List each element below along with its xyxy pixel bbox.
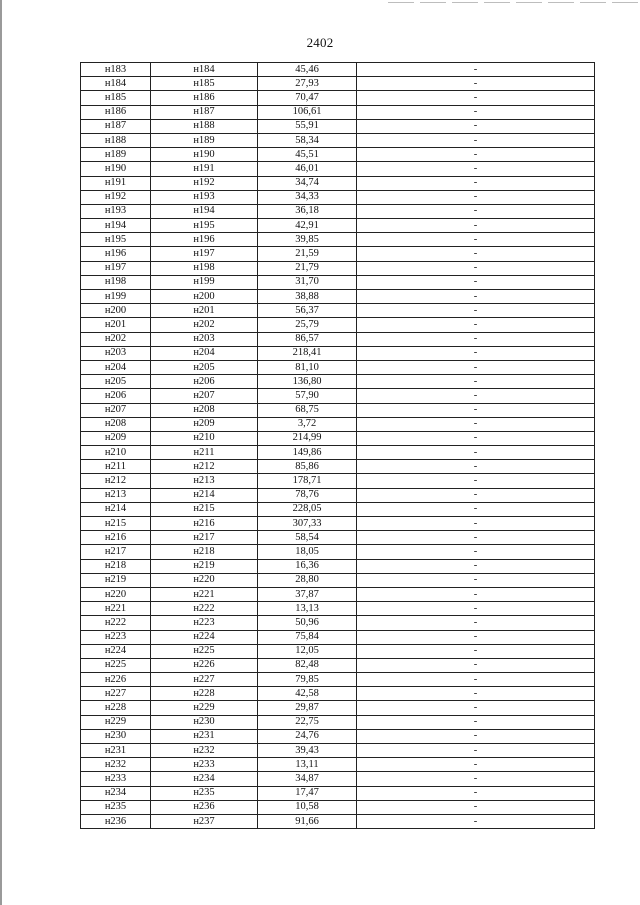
distance-cell: 78,76 (258, 488, 357, 502)
note-cell: - (357, 587, 595, 601)
distance-cell: 50,96 (258, 616, 357, 630)
note-cell: - (357, 360, 595, 374)
distance-cell: 36,18 (258, 204, 357, 218)
point-to-cell: н220 (151, 573, 258, 587)
note-cell: - (357, 403, 595, 417)
point-to-cell: н217 (151, 531, 258, 545)
table-row (81, 602, 595, 616)
table-row (81, 261, 595, 275)
note-cell: - (357, 531, 595, 545)
distance-cell: 13,13 (258, 602, 357, 616)
point-from-cell: н233 (81, 772, 151, 786)
point-from-cell: н190 (81, 162, 151, 176)
distance-cell: 82,48 (258, 658, 357, 672)
distance-cell: 214,99 (258, 431, 357, 445)
note-cell: - (357, 800, 595, 814)
table-row (81, 105, 595, 119)
table-row (81, 204, 595, 218)
point-to-cell: н208 (151, 403, 258, 417)
point-to-cell: н234 (151, 772, 258, 786)
point-from-cell: н216 (81, 531, 151, 545)
table-body (81, 63, 595, 829)
distance-cell: 218,41 (258, 346, 357, 360)
distance-cell: 25,79 (258, 318, 357, 332)
point-from-cell: н229 (81, 715, 151, 729)
distance-cell: 149,86 (258, 446, 357, 460)
note-cell: - (357, 105, 595, 119)
point-to-cell: н206 (151, 375, 258, 389)
distance-cell: 106,61 (258, 105, 357, 119)
table-row (81, 233, 595, 247)
point-to-cell: н235 (151, 786, 258, 800)
distance-cell: 42,58 (258, 687, 357, 701)
note-cell: - (357, 304, 595, 318)
note-cell: - (357, 488, 595, 502)
table-row (81, 517, 595, 531)
point-from-cell: н224 (81, 644, 151, 658)
point-to-cell: н188 (151, 119, 258, 133)
note-cell: - (357, 715, 595, 729)
note-cell: - (357, 204, 595, 218)
point-to-cell: н203 (151, 332, 258, 346)
distance-cell: 38,88 (258, 290, 357, 304)
point-to-cell: н197 (151, 247, 258, 261)
distance-cell: 21,79 (258, 261, 357, 275)
table-row (81, 91, 595, 105)
point-from-cell: н184 (81, 77, 151, 91)
table-row (81, 119, 595, 133)
distance-cell: 86,57 (258, 332, 357, 346)
point-from-cell: н213 (81, 488, 151, 502)
note-cell: - (357, 687, 595, 701)
note-cell: - (357, 772, 595, 786)
point-to-cell: н215 (151, 502, 258, 516)
distance-cell: 46,01 (258, 162, 357, 176)
point-to-cell: н237 (151, 814, 258, 828)
distance-cell: 68,75 (258, 403, 357, 417)
note-cell: - (357, 162, 595, 176)
table-row (81, 545, 595, 559)
point-from-cell: н203 (81, 346, 151, 360)
point-from-cell: н231 (81, 744, 151, 758)
note-cell: - (357, 290, 595, 304)
point-to-cell: н202 (151, 318, 258, 332)
table-row (81, 431, 595, 445)
point-from-cell: н217 (81, 545, 151, 559)
point-to-cell: н205 (151, 360, 258, 374)
point-to-cell: н200 (151, 290, 258, 304)
distance-cell: 56,37 (258, 304, 357, 318)
table-row (81, 729, 595, 743)
note-cell: - (357, 786, 595, 800)
point-to-cell: н207 (151, 389, 258, 403)
table-row (81, 417, 595, 431)
note-cell: - (357, 673, 595, 687)
table-row (81, 758, 595, 772)
table-row (81, 446, 595, 460)
distance-cell: 42,91 (258, 219, 357, 233)
point-from-cell: н223 (81, 630, 151, 644)
point-to-cell: н209 (151, 417, 258, 431)
point-to-cell: н184 (151, 63, 258, 77)
note-cell: - (357, 630, 595, 644)
point-from-cell: н202 (81, 332, 151, 346)
distance-cell: 45,46 (258, 63, 357, 77)
note-cell: - (357, 332, 595, 346)
table-row (81, 786, 595, 800)
point-from-cell: н208 (81, 417, 151, 431)
distance-cell: 81,10 (258, 360, 357, 374)
distance-cell: 39,85 (258, 233, 357, 247)
distance-cell: 75,84 (258, 630, 357, 644)
distance-cell: 79,85 (258, 673, 357, 687)
point-from-cell: н220 (81, 587, 151, 601)
distance-cell: 58,54 (258, 531, 357, 545)
point-from-cell: н210 (81, 446, 151, 460)
table-row (81, 502, 595, 516)
note-cell: - (357, 460, 595, 474)
point-from-cell: н212 (81, 474, 151, 488)
point-from-cell: н189 (81, 148, 151, 162)
table-row (81, 630, 595, 644)
point-from-cell: н215 (81, 517, 151, 531)
distance-cell: 136,80 (258, 375, 357, 389)
point-to-cell: н211 (151, 446, 258, 460)
note-cell: - (357, 431, 595, 445)
point-from-cell: н204 (81, 360, 151, 374)
point-to-cell: н198 (151, 261, 258, 275)
distance-cell: 45,51 (258, 148, 357, 162)
point-from-cell: н209 (81, 431, 151, 445)
table-row (81, 162, 595, 176)
note-cell: - (357, 701, 595, 715)
distance-cell: 57,90 (258, 389, 357, 403)
point-to-cell: н194 (151, 204, 258, 218)
point-to-cell: н216 (151, 517, 258, 531)
note-cell: - (357, 545, 595, 559)
note-cell: - (357, 417, 595, 431)
distance-cell: 29,87 (258, 701, 357, 715)
table-row (81, 800, 595, 814)
note-cell: - (357, 729, 595, 743)
point-to-cell: н231 (151, 729, 258, 743)
distance-cell: 55,91 (258, 119, 357, 133)
point-from-cell: н221 (81, 602, 151, 616)
distance-cell: 58,34 (258, 133, 357, 147)
note-cell: - (357, 375, 595, 389)
distance-cell: 21,59 (258, 247, 357, 261)
table-row (81, 77, 595, 91)
table-row (81, 360, 595, 374)
note-cell: - (357, 559, 595, 573)
point-from-cell: н227 (81, 687, 151, 701)
point-from-cell: н196 (81, 247, 151, 261)
table-row (81, 814, 595, 828)
note-cell: - (357, 119, 595, 133)
note-cell: - (357, 261, 595, 275)
note-cell: - (357, 744, 595, 758)
point-to-cell: н224 (151, 630, 258, 644)
table-row (81, 375, 595, 389)
point-to-cell: н229 (151, 701, 258, 715)
point-to-cell: н226 (151, 658, 258, 672)
note-cell: - (357, 148, 595, 162)
point-from-cell: н219 (81, 573, 151, 587)
point-to-cell: н199 (151, 275, 258, 289)
point-to-cell: н192 (151, 176, 258, 190)
point-from-cell: н193 (81, 204, 151, 218)
distance-cell: 3,72 (258, 417, 357, 431)
note-cell: - (357, 318, 595, 332)
table-row (81, 474, 595, 488)
point-to-cell: н185 (151, 77, 258, 91)
point-from-cell: н226 (81, 673, 151, 687)
distance-cell: 91,66 (258, 814, 357, 828)
point-from-cell: н192 (81, 190, 151, 204)
table-row (81, 176, 595, 190)
point-from-cell: н234 (81, 786, 151, 800)
point-from-cell: н200 (81, 304, 151, 318)
table-row (81, 148, 595, 162)
point-to-cell: н193 (151, 190, 258, 204)
note-cell: - (357, 517, 595, 531)
point-from-cell: н198 (81, 275, 151, 289)
distance-cell: 17,47 (258, 786, 357, 800)
table-row (81, 531, 595, 545)
scan-edge-left (0, 0, 2, 905)
point-from-cell: н206 (81, 389, 151, 403)
point-from-cell: н218 (81, 559, 151, 573)
note-cell: - (357, 389, 595, 403)
point-from-cell: н236 (81, 814, 151, 828)
note-cell: - (357, 190, 595, 204)
table-row (81, 403, 595, 417)
point-to-cell: н218 (151, 545, 258, 559)
point-from-cell: н222 (81, 616, 151, 630)
point-from-cell: н230 (81, 729, 151, 743)
table-row (81, 687, 595, 701)
point-to-cell: н212 (151, 460, 258, 474)
table-row (81, 290, 595, 304)
point-to-cell: н213 (151, 474, 258, 488)
point-to-cell: н191 (151, 162, 258, 176)
point-to-cell: н233 (151, 758, 258, 772)
table-row (81, 304, 595, 318)
point-from-cell: н186 (81, 105, 151, 119)
table-row (81, 673, 595, 687)
note-cell: - (357, 602, 595, 616)
table-row (81, 587, 595, 601)
distance-cell: 18,05 (258, 545, 357, 559)
point-from-cell: н183 (81, 63, 151, 77)
point-from-cell: н201 (81, 318, 151, 332)
table-row (81, 63, 595, 77)
table-row (81, 616, 595, 630)
point-to-cell: н187 (151, 105, 258, 119)
point-from-cell: н194 (81, 219, 151, 233)
point-to-cell: н186 (151, 91, 258, 105)
distance-cell: 13,11 (258, 758, 357, 772)
distance-cell: 28,80 (258, 573, 357, 587)
table-row (81, 573, 595, 587)
distance-cell: 37,87 (258, 587, 357, 601)
distance-cell: 39,43 (258, 744, 357, 758)
note-cell: - (357, 133, 595, 147)
distance-cell: 12,05 (258, 644, 357, 658)
point-from-cell: н211 (81, 460, 151, 474)
point-to-cell: н219 (151, 559, 258, 573)
point-to-cell: н223 (151, 616, 258, 630)
point-from-cell: н228 (81, 701, 151, 715)
point-to-cell: н195 (151, 219, 258, 233)
point-to-cell: н210 (151, 431, 258, 445)
distance-cell: 85,86 (258, 460, 357, 474)
table-row (81, 219, 595, 233)
distance-cell: 22,75 (258, 715, 357, 729)
note-cell: - (357, 219, 595, 233)
note-cell: - (357, 573, 595, 587)
note-cell: - (357, 247, 595, 261)
boundary-points-table (80, 62, 595, 829)
point-from-cell: н187 (81, 119, 151, 133)
point-to-cell: н196 (151, 233, 258, 247)
table-row (81, 389, 595, 403)
distance-cell: 34,74 (258, 176, 357, 190)
note-cell: - (357, 275, 595, 289)
point-to-cell: н225 (151, 644, 258, 658)
distance-cell: 228,05 (258, 502, 357, 516)
note-cell: - (357, 658, 595, 672)
table-row (81, 559, 595, 573)
scan-edge-top (388, 2, 638, 3)
point-from-cell: н197 (81, 261, 151, 275)
table-row (81, 247, 595, 261)
point-from-cell: н207 (81, 403, 151, 417)
note-cell: - (357, 63, 595, 77)
note-cell: - (357, 758, 595, 772)
point-to-cell: н230 (151, 715, 258, 729)
point-from-cell: н205 (81, 375, 151, 389)
table-row (81, 318, 595, 332)
point-from-cell: н199 (81, 290, 151, 304)
note-cell: - (357, 233, 595, 247)
table-row (81, 346, 595, 360)
distance-cell: 16,36 (258, 559, 357, 573)
distance-cell: 34,33 (258, 190, 357, 204)
distance-cell: 307,33 (258, 517, 357, 531)
table-row (81, 332, 595, 346)
table-row (81, 715, 595, 729)
point-to-cell: н201 (151, 304, 258, 318)
table-row (81, 744, 595, 758)
table-row (81, 772, 595, 786)
distance-cell: 27,93 (258, 77, 357, 91)
distance-cell: 24,76 (258, 729, 357, 743)
point-to-cell: н204 (151, 346, 258, 360)
point-to-cell: н221 (151, 587, 258, 601)
note-cell: - (357, 91, 595, 105)
note-cell: - (357, 644, 595, 658)
point-to-cell: н214 (151, 488, 258, 502)
point-to-cell: н228 (151, 687, 258, 701)
table-row (81, 275, 595, 289)
table-row (81, 133, 595, 147)
table-row (81, 190, 595, 204)
distance-cell: 10,58 (258, 800, 357, 814)
distance-cell: 31,70 (258, 275, 357, 289)
note-cell: - (357, 474, 595, 488)
note-cell: - (357, 616, 595, 630)
note-cell: - (357, 446, 595, 460)
point-from-cell: н185 (81, 91, 151, 105)
table-row (81, 644, 595, 658)
point-to-cell: н232 (151, 744, 258, 758)
table-row (81, 460, 595, 474)
point-to-cell: н227 (151, 673, 258, 687)
point-from-cell: н235 (81, 800, 151, 814)
note-cell: - (357, 346, 595, 360)
point-from-cell: н195 (81, 233, 151, 247)
note-cell: - (357, 176, 595, 190)
point-from-cell: н191 (81, 176, 151, 190)
distance-cell: 178,71 (258, 474, 357, 488)
note-cell: - (357, 502, 595, 516)
point-from-cell: н225 (81, 658, 151, 672)
note-cell: - (357, 77, 595, 91)
point-from-cell: н188 (81, 133, 151, 147)
table-row (81, 488, 595, 502)
point-from-cell: н232 (81, 758, 151, 772)
point-from-cell: н214 (81, 502, 151, 516)
point-to-cell: н190 (151, 148, 258, 162)
table-row (81, 658, 595, 672)
distance-cell: 70,47 (258, 91, 357, 105)
distance-cell: 34,87 (258, 772, 357, 786)
page-number: 2402 (306, 35, 334, 50)
point-to-cell: н222 (151, 602, 258, 616)
note-cell: - (357, 814, 595, 828)
point-to-cell: н236 (151, 800, 258, 814)
point-to-cell: н189 (151, 133, 258, 147)
table-row (81, 701, 595, 715)
